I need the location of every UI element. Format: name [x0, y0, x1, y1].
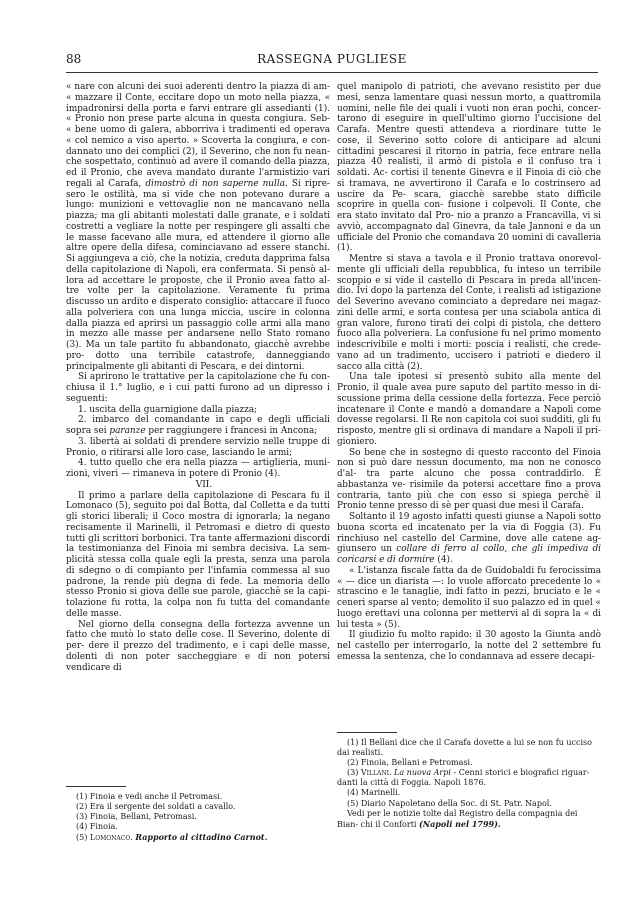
right-footnotes [337, 738, 601, 830]
list-item: 3. libertà ai soldati di prendere servizio nelle truppe di Pronio, o ritirarsi alle loro case, lasciando le armi; [66, 436, 330, 458]
paragraph: Si aprirono le trattative per la capitolazione che fu con- chiusa il 1.° luglio, e i cui patti furono ad un dipresso i seguenti: [66, 372, 330, 404]
paragraph: quel manipolo di patrioti, che avevano resistito per due mesi, senza lamentare quasi nessun morto, a quattromila uomini, nelle file dei quali i vuoti non eran pochi, concer- tarono di eseguire in quell'ultimo giorno l'uccisione del Carafa. Mentre questi attendeva a riordinare tutte le cose, il Severino sotto colore di anticipare ad alcuni cittadini pescaresi il ritorno in patria, fece entrare nella piazza 40 realisti, il armò di pistola e il confuso tra i soldati. Ac- cortisi il tenente Ginevra e il Finoia di ciò che si tramava, ne avvertirono il Carafa e lo costrinsero ad uscire da Pe- scara, giacchè sarebbe stato difficile scoprire in quella con- fusione i colpevoli. Il Conte, che era stato invitato dal Pro- nio a pranzo a Francavilla, vi si avviò, accompagnato dal Ginevra, da tale Jannoni e da un ufficiale del Pronio che comandava 20 uomini di cavalleria (1). [337, 82, 601, 254]
left-footnotes [66, 792, 330, 843]
paragraph: Soltanto il 19 agosto infatti questi giunse a Napoli sotto buona scorta ed incatenato per la via di Foggia (3). Fu rinchiuso nel castello del Carmine, dove alle catene ag- giunsero un collare di ferro al collo, che gli impediva di coricarsi e di dormire (4). [337, 512, 601, 565]
footnote: Vedi per le notizie tolte dal Registro della compagnia dei Bian- chi il Conforti (Napoli nel 1799). [337, 808, 578, 829]
capitulation-terms-list [66, 405, 330, 480]
list-item: 4. tutto quello che era nella piazza — artiglieria, muni- zioni, viveri — rimaneva in potere di Pronio (4). [66, 458, 330, 479]
running-header [66, 52, 598, 74]
list-item: 2. imbarco del comandante in capo e degli ufficiali sopra sei paranze per raggiungere i francesi in Ancona; [66, 415, 330, 436]
journal-title: RASSEGNA PUGLIESE [257, 52, 407, 66]
paragraph: « nare con alcuni dei suoi aderenti dentro la piazza di am- « mazzare il Conte, eccitare dopo un moto nella piazza, « impadronirsi della porta e farvi entrare gli assedianti (1). « Pronio non prese parte alcuna in questa congiura. Seb- « bene uomo di galera, abborriva i tradimenti ed operava « col nemico a viso aperto. » Scoverta la congiura, e con- dannato uno dei complici (2), il Severino, che non fu nean- che sospettato, continuò ad avere il comando della piazza, ed il Pronio, che aveva mandato durante l'armistizio vari regali al Carafa, dimostrò di non saperne nulla. Si ripre- sero le ostilità, ma si vide che non potevano durare a lungo: munizioni e vettovaglie non ne mancavano nella piazza; ma gli abitanti molestati dalle granate, e i soldati costretti a vegliare la notte per respingere gli assalti che le masse facevano alle mura, ed attendere il giorno alle altre opere della difesa, cominciavano ad essere stanchi. Si aggiungeva a ciò, che la notizia, creduta dapprima falsa della capitolazione di Napoli, era confermata. Si pensò al- lora ad accettare le proposte, che il Pronio avea fatto al- tre volte per la capitolazione. Veramente fu prima discusso un ardito e disperato consiglio: attaccare il fuoco alla polveriera con una lunga miccia, uscire in colonna dalla piazza ed aprirsi un passaggio colle armi alla mano in mezzo alle masse per andarsene nello Stato romano (3). Ma un tale partito fu abbandonato, giacchè avrebbe pro- dotto una terribile catastrofe, danneggiando principalmente gli abitanti di Pescara, e dei dintorni. [66, 82, 331, 372]
footnote: (2) Finoia, Bellani e Petromasi. [347, 758, 473, 768]
list-item: 1. uscita della guarnigione dalla piazza; [78, 404, 258, 415]
paragraph: Una tale ipotesi si presentò subito alla mente del Pronio, il quale avea pure saputo del partito messo in di- scussione prima della cessione della fortezza. Fece perciò incatenare il Conte e mandò a domandare a Napoli come dovesse regolarsi. Il Re non capitola coi suoi sudditi, gli fu risposto, mentre gli si ordinava di mandare a Napoli il pri- gioniero. [337, 372, 601, 447]
paragraph: Il giudizio fu molto rapido: il 30 agosto la Giunta andò nel castello per interrogarlo, la notte del 2 settembre fu emessa la sentenza, che lo condannava ad essere decapi- [337, 630, 601, 662]
paragraph: Il primo a parlare della capitolazione di Pescara fu il Lomonaco (5), seguito poi dal Botta, dal Colletta e da tutti gli storici liberali; il Coco mostra di ignorarla; la negano recisamente il Marinelli, il Petromasi e dietro di questo tutti gli scrittori borbonici. Tra tante affermazioni discordi la testimonianza del Finoia mi sembra decisiva. La sem- plicità stessa colla quale egli la presta, senza una parola di sdegno o di compianto per l'infamia commessa al suo padrone, la rende più degna di fede. La memoria dello stesso Pronio si giova delle sue parole, giacchè se la capi- tolazione fu rotta, la colpa non fu tutta del comandante delle masse. [66, 490, 330, 619]
quotation: « L'istanza fiscale fatta da de Guidobaldi fu ferocissima « — dice un diarista —: lo vuole afforcato precedente lo « strascino e le tanaglie, indi fatto in pezzi, bruciato e le « ceneri sparse al vento; demolito il suo palazzo ed in quel « luogo erettavi una colonna per mettervi al di sopra la « di lui testa » (5). [337, 565, 601, 630]
right-column [337, 82, 601, 663]
footnote: (2) Era il sergente dei soldati a cavallo. [76, 802, 236, 812]
page-number: 88 [66, 52, 82, 66]
paragraph: Mentre si stava a tavola e il Pronio trattava onorevol- mente gli ufficiali della repubblica, fu inteso un terribile scoppio e si vide il castello di Pescara in preda all'incen- dio. Ivi dopo la partenza del Conte, i realisti ad istigazione del Severino avevano cominciato a depredare nei magaz- zini delle armi, e sorta contesa per una sciabola antica di gran valore, furono tirati dei colpi di pistola, che dettero fuoco alla polveriera. La confusione fu nel primo momento indescrivibile e molti i morti: poscia i realisti, che crede- vano ad un tradimento, uccisero i patrioti e diedero il sacco alla città (2). [337, 254, 601, 372]
footnote: (5) Diario Napoletano della Soc. di St. Patr. Napol. [347, 798, 552, 808]
footnote: (3) Finoia, Bellani, Petromasi. [76, 812, 197, 822]
footnote: (4) Finoia. [76, 822, 118, 832]
footnote: (4) Marinelli. [347, 788, 401, 798]
footnote: (3) Villani. La nuova Arpi - Cenni storici e biografici riguar- danti la città di Foggia. Napoli 1876. [337, 768, 590, 788]
footnote: (1) Il Bellani dice che il Carafa dovette a lui se non fu ucciso dai realisti. [337, 738, 592, 758]
paragraph: Nel giorno della consegna della fortezza avvenne un fatto che mutò lo stato delle cose. Il Severino, dolente di per- dere il prezzo del tradimento, e i capi delle masse, dolenti di non poter saccheggiare e di non potersi vendicare di [66, 619, 330, 673]
footnote-rule [66, 786, 126, 787]
footnote: (1) Finoia e vedi anche il Petromasi. [76, 792, 223, 801]
left-column [66, 82, 330, 673]
footnote: (5) Lomonaco. Rapporto al cittadino Carnot. [76, 832, 268, 843]
header-rule [66, 72, 598, 73]
footnote-rule [337, 732, 397, 733]
section-heading: VII. [195, 479, 213, 490]
paragraph: So bene che in sostegno di questo racconto del Finoia non si può dare nessun documento, ma non ne conosco d'al- tra parte alcuno che possa contraddirlo. È abbastanza ve- risimile da potersi accettare fino a prova contraria, tanto più che con esso si spiega perchè il Pronio tenne presso di sè per quasi due mesi il Carafa. [337, 447, 601, 512]
